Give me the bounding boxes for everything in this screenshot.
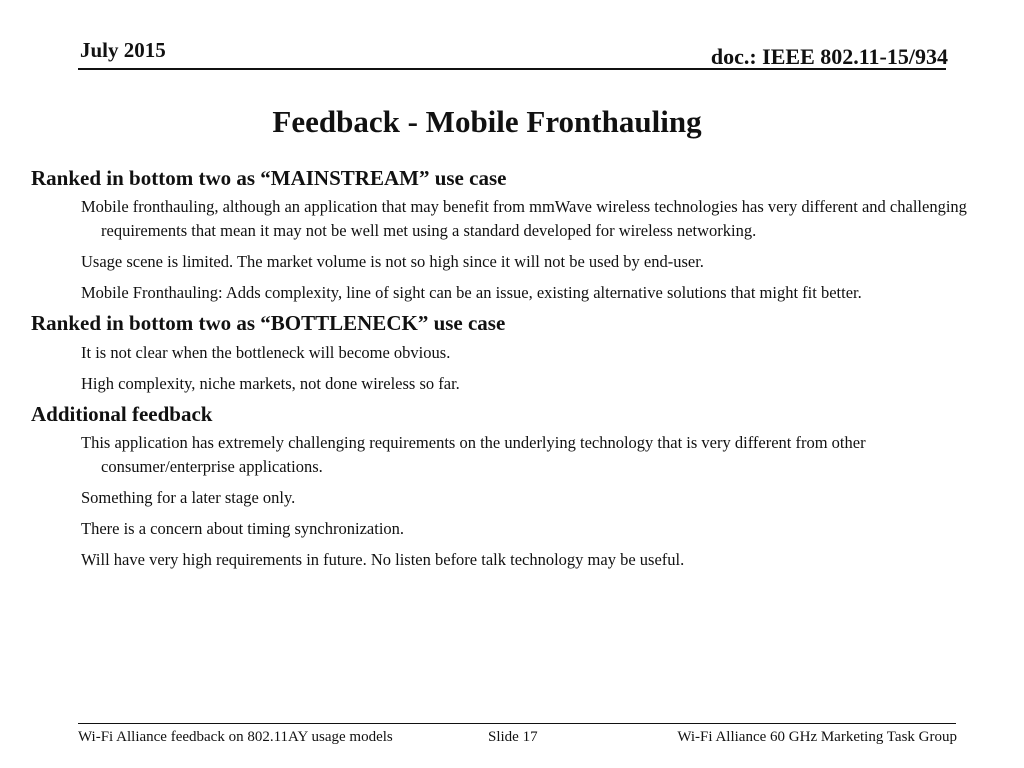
section-mainstream — [31, 165, 981, 305]
header-doc-id: doc.: IEEE 802.11-15/934 — [710, 44, 948, 69]
bullet-item: Usage scene is limited. The market volume is not so high since it will not be used by end-user. — [81, 252, 704, 272]
bullet-item: This application has extremely challenging requirements on the underlying technology that is very different from other consumer/enterprise applications. — [81, 432, 866, 476]
section-heading: Additional feedback — [31, 401, 213, 426]
footer-divider — [78, 723, 956, 724]
bullet-item: Mobile Fronthauling: Adds complexity, line of sight can be an issue, existing alternative solutions that might fit better. — [81, 283, 862, 303]
bullet-item: There is a concern about timing synchronization. — [81, 518, 405, 538]
footer-author-group: Wi-Fi Alliance 60 GHz Marketing Task Group — [677, 729, 957, 745]
slide-content — [31, 165, 981, 572]
bullet-item: Will have very high requirements in future. No listen before talk technology may be useful. — [81, 549, 685, 569]
section-heading: Ranked in bottom two as “BOTTLENECK” use case — [31, 311, 506, 336]
section-bottleneck — [31, 310, 981, 395]
footer-slide-number: Slide 17 — [488, 729, 538, 745]
header-date: July 2015 — [80, 38, 166, 62]
section-additional-feedback — [31, 401, 981, 572]
section-heading: Ranked in bottom two as “MAINSTREAM” use case — [31, 166, 507, 190]
bullet-item: High complexity, niche markets, not done wireless so far. — [81, 373, 460, 393]
footer-presentation-title: Wi-Fi Alliance feedback on 802.11AY usage models — [78, 729, 393, 745]
bullet-item: Mobile fronthauling, although an application that may benefit from mmWave wireless technologies has very different and challenging requirements that mean it may not be well met using a standard developed for wireless networking. — [81, 197, 967, 241]
bullet-item: It is not clear when the bottleneck will become obvious. — [81, 342, 451, 362]
slide-title: Feedback - Mobile Fronthauling — [272, 104, 702, 139]
bullet-item: Something for a later stage only. — [81, 487, 296, 507]
header-divider — [78, 68, 946, 70]
